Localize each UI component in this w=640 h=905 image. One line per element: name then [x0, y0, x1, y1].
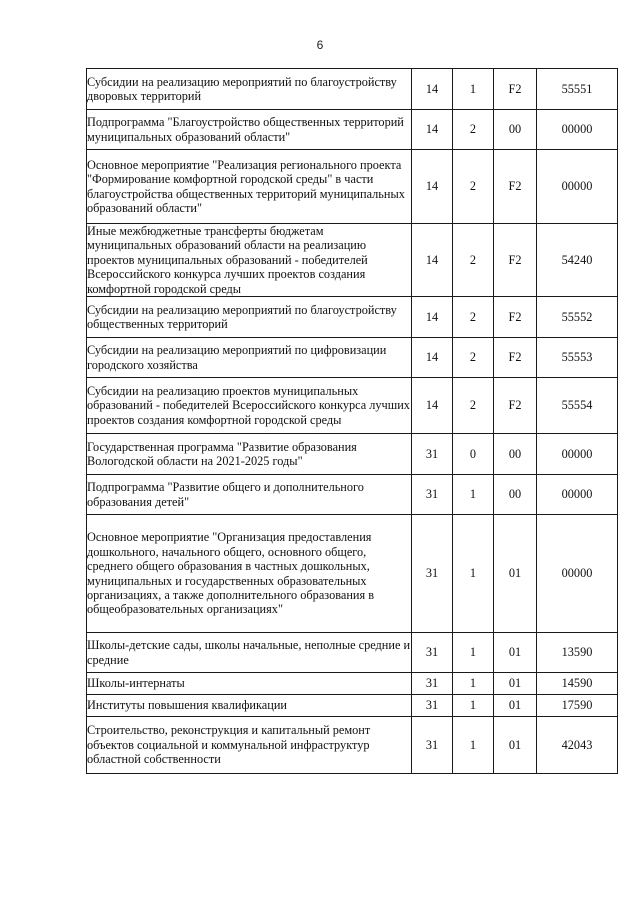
expense-name-cell: Субсидии на реализацию мероприятий по благоустройству дворовых территорий: [87, 69, 412, 110]
direction-code-cell: 54240: [537, 224, 618, 297]
activity-code-cell: 01: [494, 717, 537, 774]
expense-name-cell: Государственная программа "Развитие образования Вологодской области на 2021-2025 годы": [87, 434, 412, 475]
subprogram-code-cell: 2: [453, 378, 494, 434]
table-row: [87, 633, 618, 673]
activity-code-cell: F2: [494, 224, 537, 297]
program-code-cell: 31: [412, 633, 453, 673]
activity-code-cell: 00: [494, 434, 537, 475]
direction-code-cell: 13590: [537, 633, 618, 673]
program-code-cell: 14: [412, 224, 453, 297]
direction-code-cell: 00000: [537, 515, 618, 633]
subprogram-code-cell: 2: [453, 297, 494, 338]
table-row: [87, 378, 618, 434]
direction-code-cell: 00000: [537, 150, 618, 224]
activity-code-cell: 01: [494, 633, 537, 673]
subprogram-code-cell: 1: [453, 515, 494, 633]
table-row: [87, 69, 618, 110]
activity-code-cell: 01: [494, 673, 537, 695]
expense-name-cell: Подпрограмма "Развитие общего и дополнительного образования детей": [87, 475, 412, 515]
expense-name-cell: Основное мероприятие "Реализация регионального проекта "Формирование комфортной городской среды" в части благоустройства общественных территорий муниципальных образований области": [87, 150, 412, 224]
subprogram-code-cell: 0: [453, 434, 494, 475]
expense-name-cell: Основное мероприятие "Организация предоставления дошкольного, начального общего, основного общего, среднего общего образования в частных дошкольных, муниципальных и государственных образовательных организациях, а также дополнительного образования в общеобразовательных организациях": [87, 515, 412, 633]
direction-code-cell: 42043: [537, 717, 618, 774]
table-row: [87, 297, 618, 338]
expense-name-cell: Строительство, реконструкция и капитальный ремонт объектов социальной и коммунальной инфраструктур областной собственности: [87, 717, 412, 774]
program-code-cell: 31: [412, 673, 453, 695]
direction-code-cell: 00000: [537, 434, 618, 475]
program-code-cell: 31: [412, 695, 453, 717]
direction-code-cell: 00000: [537, 110, 618, 150]
table-body: [87, 69, 618, 774]
program-code-cell: 14: [412, 69, 453, 110]
activity-code-cell: F2: [494, 150, 537, 224]
program-code-cell: 14: [412, 338, 453, 378]
direction-code-cell: 55552: [537, 297, 618, 338]
table-row: [87, 338, 618, 378]
activity-code-cell: F2: [494, 338, 537, 378]
table-row: [87, 717, 618, 774]
table-row: [87, 150, 618, 224]
direction-code-cell: 00000: [537, 475, 618, 515]
subprogram-code-cell: 2: [453, 150, 494, 224]
subprogram-code-cell: 1: [453, 717, 494, 774]
direction-code-cell: 55554: [537, 378, 618, 434]
program-code-cell: 14: [412, 150, 453, 224]
program-code-cell: 14: [412, 297, 453, 338]
expense-name-cell: Подпрограмма "Благоустройство общественных территорий муниципальных образований области": [87, 110, 412, 150]
table-row: [87, 695, 618, 717]
direction-code-cell: 14590: [537, 673, 618, 695]
subprogram-code-cell: 1: [453, 633, 494, 673]
program-code-cell: 31: [412, 515, 453, 633]
activity-code-cell: 01: [494, 515, 537, 633]
subprogram-code-cell: 2: [453, 110, 494, 150]
table-row: [87, 434, 618, 475]
table-row: [87, 475, 618, 515]
budget-classification-table: [86, 68, 618, 774]
activity-code-cell: 00: [494, 475, 537, 515]
subprogram-code-cell: 1: [453, 69, 494, 110]
subprogram-code-cell: 1: [453, 475, 494, 515]
expense-name-cell: Субсидии на реализацию мероприятий по цифровизации городского хозяйства: [87, 338, 412, 378]
expense-name-cell: Иные межбюджетные трансферты бюджетам муниципальных образований области на реализацию проектов муниципальных образований - победителей Всероссийского конкурса лучших проектов создания комфортной городской среды: [87, 224, 412, 297]
page-number: 6: [316, 38, 324, 52]
table-row: [87, 515, 618, 633]
table-row: [87, 110, 618, 150]
program-code-cell: 31: [412, 475, 453, 515]
activity-code-cell: F2: [494, 378, 537, 434]
activity-code-cell: F2: [494, 297, 537, 338]
direction-code-cell: 55553: [537, 338, 618, 378]
activity-code-cell: 00: [494, 110, 537, 150]
subprogram-code-cell: 1: [453, 673, 494, 695]
direction-code-cell: 17590: [537, 695, 618, 717]
table-row: [87, 224, 618, 297]
expense-name-cell: Школы-детские сады, школы начальные, неполные средние и средние: [87, 633, 412, 673]
subprogram-code-cell: 1: [453, 695, 494, 717]
subprogram-code-cell: 2: [453, 224, 494, 297]
activity-code-cell: F2: [494, 69, 537, 110]
program-code-cell: 31: [412, 717, 453, 774]
activity-code-cell: 01: [494, 695, 537, 717]
subprogram-code-cell: 2: [453, 338, 494, 378]
program-code-cell: 14: [412, 378, 453, 434]
program-code-cell: 14: [412, 110, 453, 150]
table-row: [87, 673, 618, 695]
program-code-cell: 31: [412, 434, 453, 475]
expense-name-cell: Субсидии на реализацию мероприятий по благоустройству общественных территорий: [87, 297, 412, 338]
expense-name-cell: Институты повышения квалификации: [87, 695, 412, 717]
expense-name-cell: Школы-интернаты: [87, 673, 412, 695]
direction-code-cell: 55551: [537, 69, 618, 110]
expense-name-cell: Субсидии на реализацию проектов муниципальных образований - победителей Всероссийского конкурса лучших проектов создания комфортной городской среды: [87, 378, 412, 434]
